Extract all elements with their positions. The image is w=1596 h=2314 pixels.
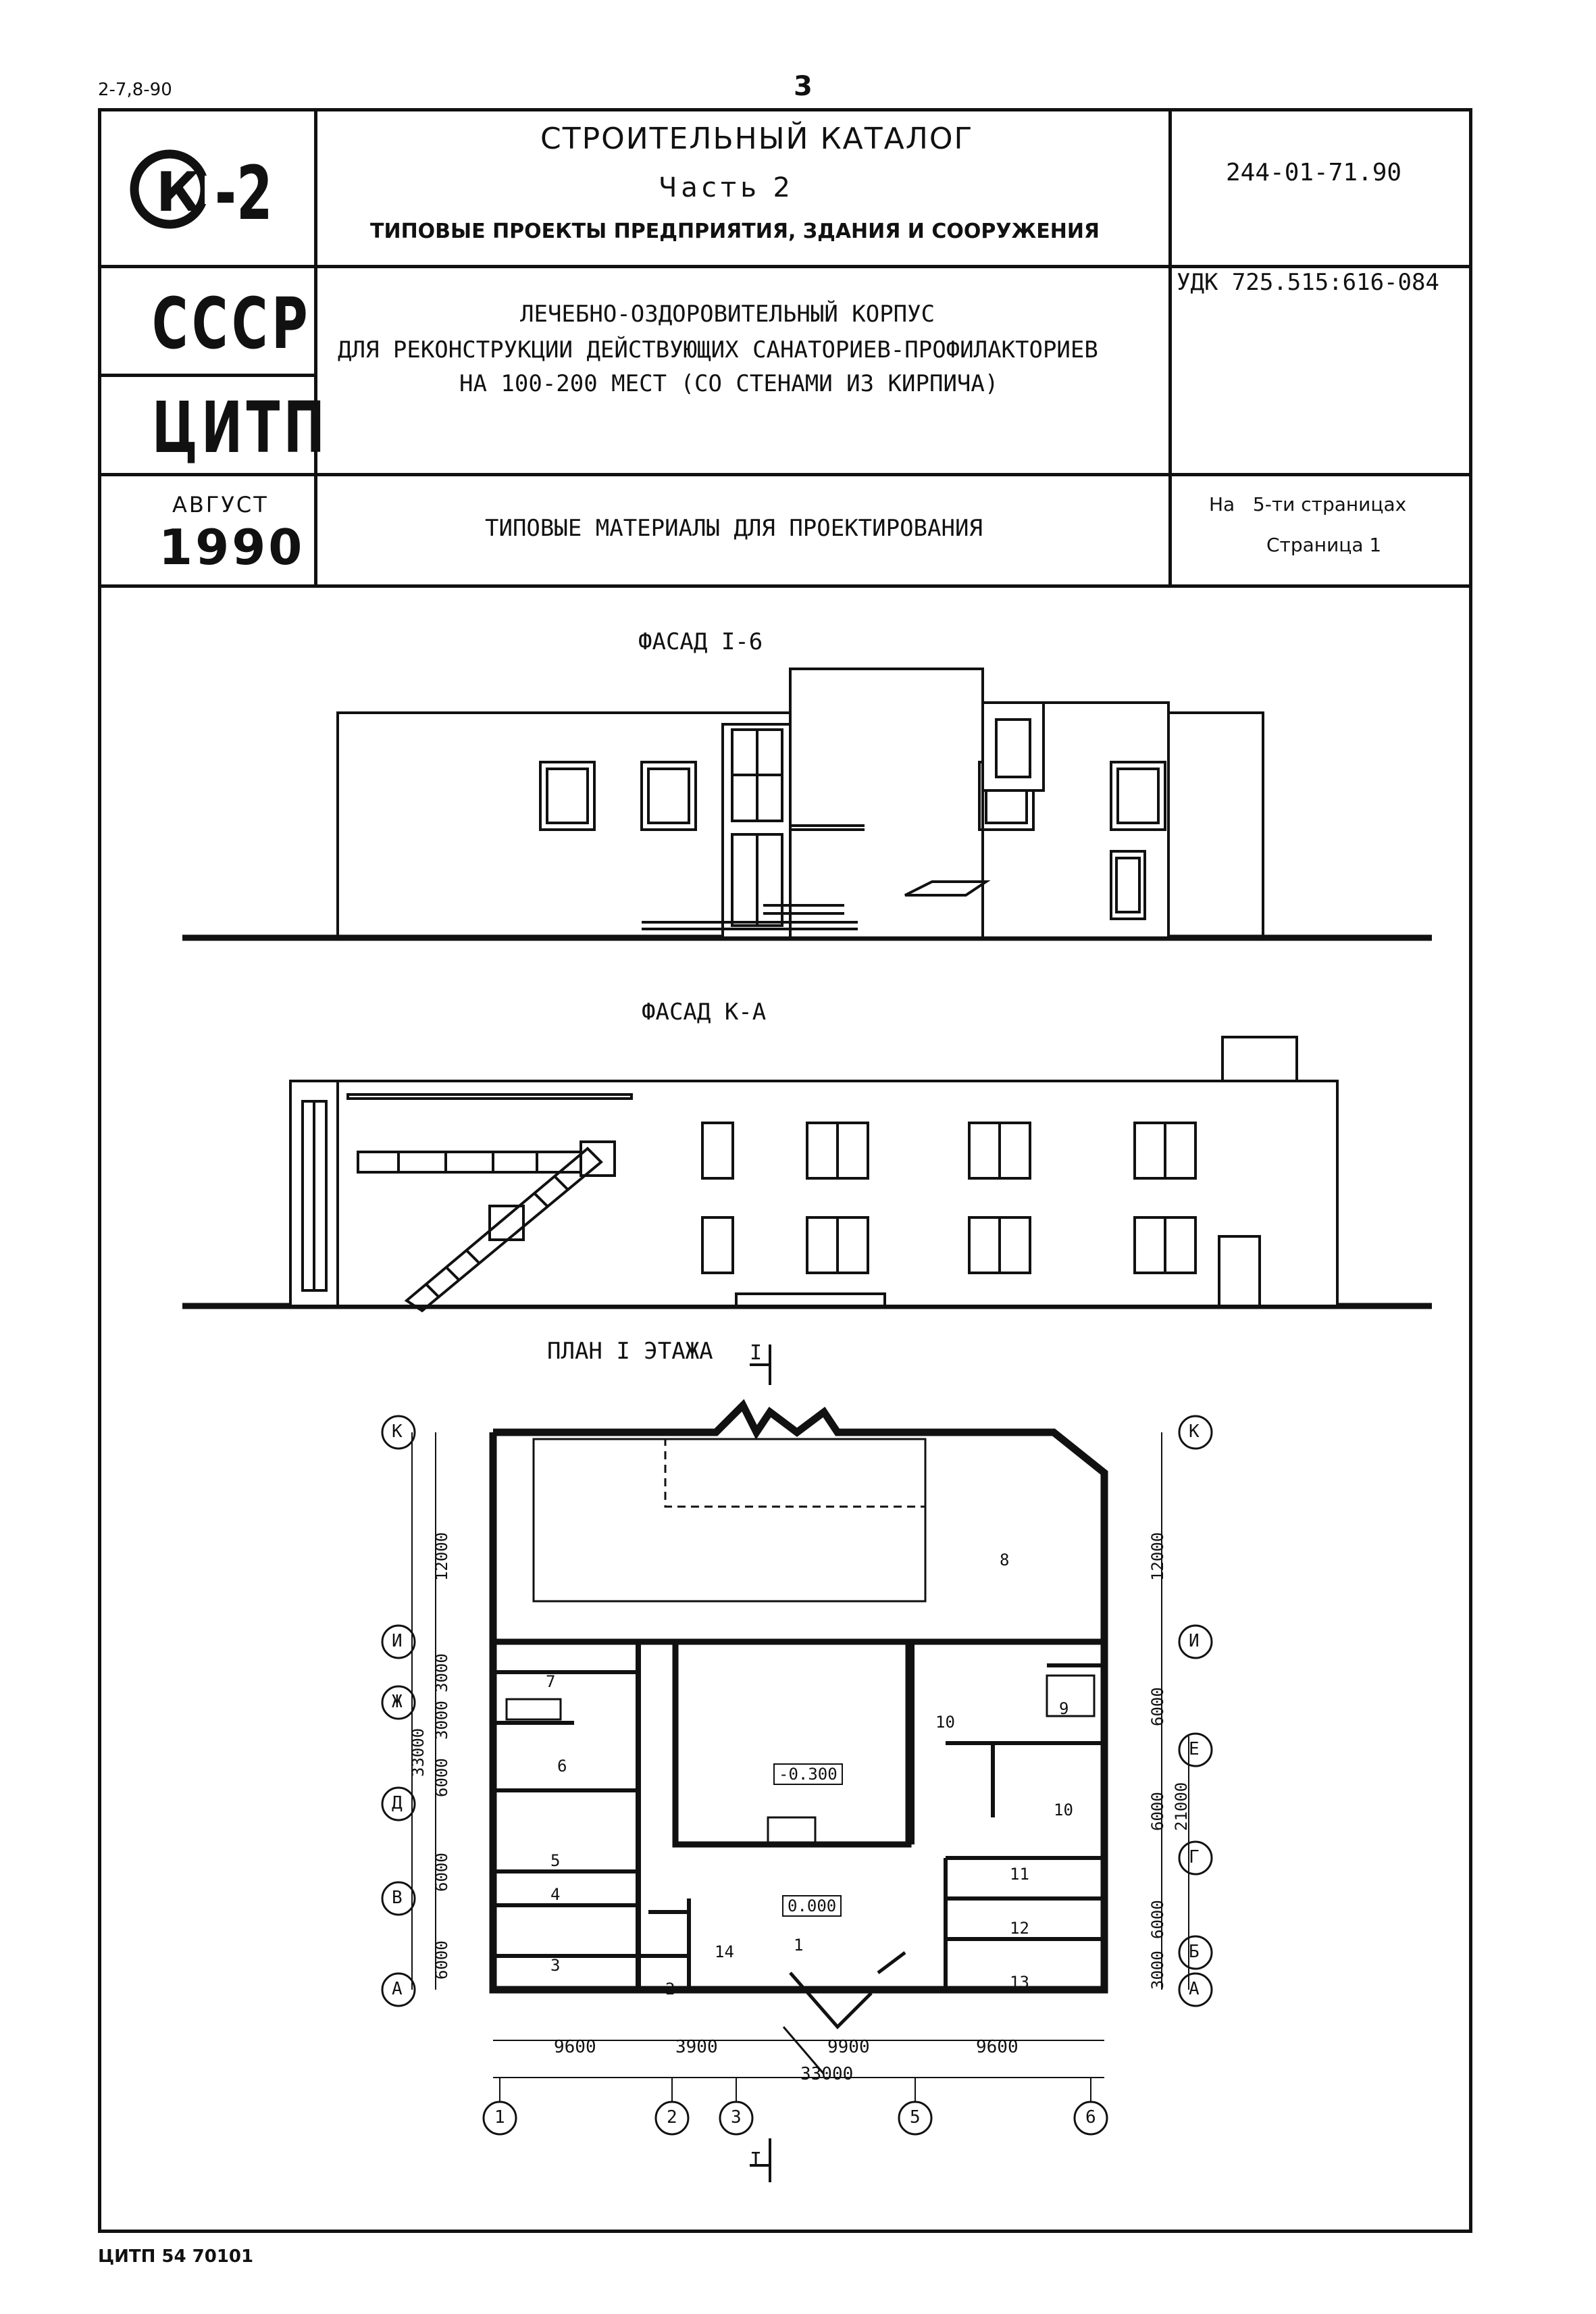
room-number: 6 <box>557 1757 567 1776</box>
axis-label: Б <box>1189 1942 1200 1962</box>
logo-text: -2 <box>215 150 273 236</box>
catalog-title: СТРОИТЕЛЬНЫЙ КАТАЛОГ <box>540 122 974 156</box>
dimension-label: 33000 <box>800 2064 854 2084</box>
axis-label: Ж <box>392 1692 403 1712</box>
catalog-part: Часть 2 <box>659 172 794 203</box>
header-divider <box>98 473 1472 476</box>
section-mark: I <box>750 2148 763 2172</box>
month: АВГУСТ <box>172 492 269 518</box>
dimension-label: 9900 <box>827 2037 870 2057</box>
dimension-label: 9600 <box>976 2037 1019 2057</box>
country: СССР <box>152 282 312 365</box>
axis-label: В <box>392 1888 403 1908</box>
logo-mark: К <box>156 161 201 224</box>
axis-label: Е <box>1189 1739 1200 1759</box>
page-label: Страница 1 <box>1266 534 1382 556</box>
footer-code: ЦИТП 54 70101 <box>98 2246 254 2267</box>
room-number: 8 <box>1000 1551 1010 1569</box>
room-number: 7 <box>546 1672 556 1691</box>
axis-label: И <box>392 1631 403 1651</box>
dimension-label: 6000 <box>432 1758 451 1797</box>
facade-k-a-drawing <box>182 1027 1432 1314</box>
dimension-label: 3900 <box>675 2037 718 2057</box>
axis-label: 1 <box>494 2107 505 2128</box>
dimension-label: 9600 <box>554 2037 596 2057</box>
dimension-label: 33000 <box>409 1728 428 1777</box>
axis-label: Д <box>392 1793 403 1813</box>
section-mark: I <box>750 1341 763 1365</box>
page-number: 3 <box>794 71 813 102</box>
elevation-mark: -0.300 <box>773 1763 843 1785</box>
room-number: 2 <box>665 1980 675 1998</box>
axis-label: И <box>1189 1631 1200 1651</box>
room-number: 3 <box>550 1956 561 1975</box>
pages-total: На 5-ти страницах <box>1209 493 1407 515</box>
header-divider <box>98 265 1472 268</box>
axis-label: А <box>1189 1979 1200 1999</box>
header-divider <box>98 374 315 377</box>
dimension-label: 12000 <box>1148 1532 1167 1581</box>
axis-label: 2 <box>667 2107 677 2128</box>
header-divider <box>314 108 317 588</box>
dimension-label: 12000 <box>432 1532 451 1581</box>
room-number: 11 <box>1010 1865 1029 1884</box>
dimension-label: 6000 <box>1148 1900 1167 1939</box>
elevation-mark: 0.000 <box>782 1895 842 1917</box>
room-number: 10 <box>1054 1801 1073 1819</box>
axis-label: 3 <box>731 2107 742 2128</box>
facade-2-title: ФАСАД К-А <box>642 999 767 1026</box>
year: 1990 <box>159 519 305 576</box>
room-number: 5 <box>550 1851 561 1870</box>
axis-label: Г <box>1189 1847 1200 1867</box>
axis-label: К <box>1189 1422 1200 1442</box>
logo <box>125 142 301 243</box>
dimension-label: 3000 <box>432 1653 451 1692</box>
axis-label: 5 <box>910 2107 921 2128</box>
axis-label: А <box>392 1979 403 1999</box>
room-number: 10 <box>935 1713 955 1732</box>
axis-label: К <box>392 1422 403 1442</box>
room-number: 4 <box>550 1885 561 1904</box>
corner-code: 2-7,8-90 <box>98 80 172 100</box>
axis-label: 6 <box>1085 2107 1096 2128</box>
title-line: НА 100-200 МЕСТ (СО СТЕНАМИ ИЗ КИРПИЧА) <box>459 370 999 397</box>
materials-label: ТИПОВЫЕ МАТЕРИАЛЫ ДЛЯ ПРОЕКТИРОВАНИЯ <box>485 515 983 542</box>
title-line: ЛЕЧЕБНО-ОЗДОРОВИТЕЛЬНЫЙ КОРПУС <box>520 301 935 328</box>
logo-icon <box>125 142 301 243</box>
dimension-label: 3000 <box>432 1701 451 1740</box>
dimension-label: 21000 <box>1172 1782 1191 1831</box>
title-line: ДЛЯ РЕКОНСТРУКЦИИ ДЕЙСТВУЮЩИХ САНАТОРИЕВ-ПРОФИЛАКТОРИЕВ <box>338 336 1098 363</box>
room-number: 9 <box>1059 1699 1069 1718</box>
project-code: 244-01-71.90 <box>1226 159 1402 186</box>
room-number: 1 <box>794 1936 804 1955</box>
dimension-label: 6000 <box>432 1853 451 1892</box>
plan-title: ПЛАН I ЭТАЖА <box>547 1338 713 1365</box>
dimension-label: 6000 <box>1148 1792 1167 1831</box>
header-divider <box>1168 108 1172 588</box>
room-number: 12 <box>1010 1919 1029 1938</box>
catalog-subtitle: ТИПОВЫЕ ПРОЕКТЫ ПРЕДПРИЯТИЯ, ЗДАНИЯ И СООРУЖЕНИЯ <box>370 220 1100 243</box>
room-number: 14 <box>715 1942 734 1961</box>
facade-1-title: ФАСАД I-6 <box>638 628 763 655</box>
dimension-label: 3000 <box>1148 1951 1167 1990</box>
dimension-label: 6000 <box>432 1940 451 1980</box>
room-number: 13 <box>1010 1973 1029 1992</box>
dimension-label: 6000 <box>1148 1687 1167 1726</box>
facade-1-6-drawing <box>182 662 1432 946</box>
organization: ЦИТП <box>152 386 329 469</box>
udk-code: УДК 725.515:616-084 <box>1177 269 1439 296</box>
